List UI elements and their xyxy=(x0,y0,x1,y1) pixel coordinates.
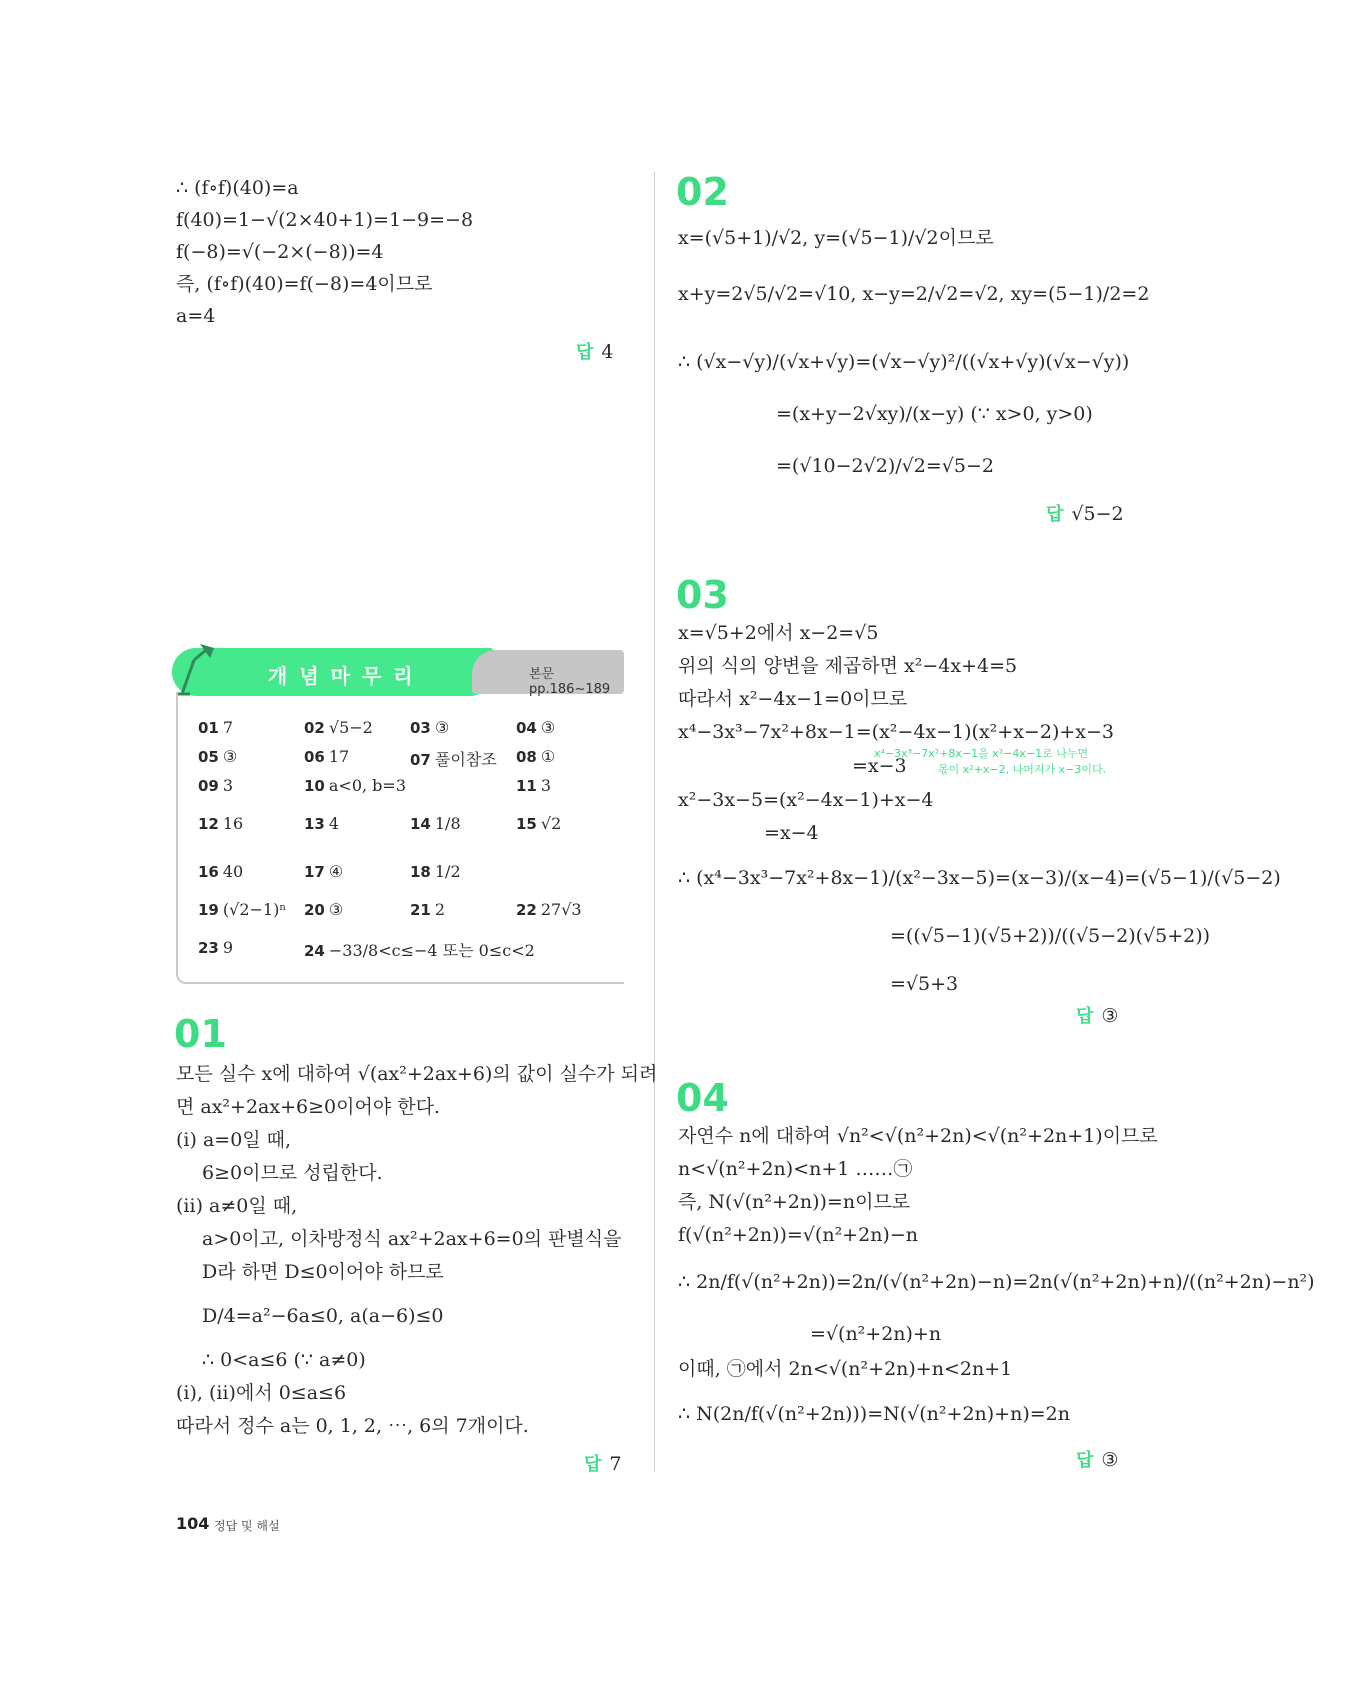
solution-line: n<√(n²+2n)<n+1 ……㉠ xyxy=(678,1158,913,1180)
solution-line: 이때, ㉠에서 2n<√(n²+2n)+n<2n+1 xyxy=(678,1358,1013,1380)
solution-line: 모든 실수 x에 대하여 √(ax²+2ax+6)의 값이 실수가 되려 xyxy=(176,1063,658,1085)
question-number: 03 xyxy=(676,573,729,617)
solution-line: x=(√5+1)/√2, y=(√5−1)/√2이므로 xyxy=(678,227,994,249)
summary-item: 10 a<0, b=3 xyxy=(304,776,406,795)
side-note: x⁴−3x³−7x²+8x−1을 x²−4x−1로 나누면 xyxy=(874,747,1089,760)
answer xyxy=(576,338,613,364)
solution-line: 즉, N(√(n²+2n))=n이므로 xyxy=(678,1191,911,1213)
solution-line: D라 하면 D≤0이어야 하므로 xyxy=(202,1261,444,1283)
answer-value: 4 xyxy=(601,341,614,363)
summary-item: 24 −33/8<c≤−4 또는 0≤c<2 xyxy=(304,941,535,960)
summary-item: 17 ④ xyxy=(304,862,344,881)
summary-item: 13 4 xyxy=(304,814,340,833)
solution-line: =((√5−1)(√5+2))/((√5−2)(√5+2)) xyxy=(890,925,1211,947)
solution-line: (ⅰ) a=0일 때, xyxy=(176,1129,292,1151)
summary-item: 08 ① xyxy=(516,747,556,766)
solution-line: 면 ax²+2ax+6≥0이어야 한다. xyxy=(176,1096,440,1118)
solution-line: 따라서 정수 a는 0, 1, 2, ⋯, 6의 7개이다. xyxy=(176,1415,529,1437)
solution-line: a>0이고, 이차방정식 ax²+2ax+6=0의 판별식을 xyxy=(202,1228,622,1250)
answer: 답 ③ xyxy=(1076,1449,1119,1471)
solution-line: f(40)=1−√(2×40+1)=1−9=−8 xyxy=(176,209,474,231)
answer: 답 ③ xyxy=(1076,1005,1119,1027)
page-number: 104 xyxy=(176,1514,210,1533)
solution-line: =√(n²+2n)+n xyxy=(810,1323,942,1345)
summary-item: 19 (√2−1)ⁿ xyxy=(198,900,287,919)
summary-item: 15 √2 xyxy=(516,814,562,833)
solution-line: x=√5+2에서 x−2=√5 xyxy=(678,622,879,644)
solution-line: x⁴−3x³−7x²+8x−1=(x²−4x−1)(x²+x−2)+x−3 xyxy=(678,721,1114,743)
question-number: 01 xyxy=(174,1012,227,1056)
solution-line: =x−3 xyxy=(852,755,907,777)
solution-line: =x−4 xyxy=(764,822,819,844)
solution-line: 따라서 x²−4x−1=0이므로 xyxy=(678,688,908,710)
answer: 답 √5−2 xyxy=(1046,503,1124,525)
solution-line: ∴ (√x−√y)/(√x+√y)=(√x−√y)²/((√x+√y)(√x−√y)) xyxy=(678,351,1130,373)
summary-item: 01 7 xyxy=(198,718,234,737)
solution-line: ∴ (f∘f)(40)=a xyxy=(176,177,299,199)
question-number: 04 xyxy=(676,1076,729,1120)
summary-item: 07 풀이참조 xyxy=(410,750,497,769)
answer: 답 7 xyxy=(584,1453,622,1475)
summary-item: 11 3 xyxy=(516,776,552,795)
solution-line: =(√10−2√2)/√2=√5−2 xyxy=(776,455,994,477)
question-number: 02 xyxy=(676,170,729,214)
summary-item: 02 √5−2 xyxy=(304,718,373,737)
summary-item: 06 17 xyxy=(304,747,350,766)
solution-line: 즉, (f∘f)(40)=f(−8)=4이므로 xyxy=(176,273,433,295)
solution-line: (ⅰ), (ⅱ)에서 0≤a≤6 xyxy=(176,1382,347,1404)
summary-item: 23 9 xyxy=(198,938,234,957)
solution-line: =√5+3 xyxy=(890,973,959,995)
summary-item: 14 1/8 xyxy=(410,814,461,833)
solution-line: =(x+y−2√xy)/(x−y) (∵ x>0, y>0) xyxy=(776,403,1093,425)
solution-line: f(√(n²+2n))=√(n²+2n)−n xyxy=(678,1224,918,1246)
column-divider xyxy=(654,172,655,1472)
summary-item: 16 40 xyxy=(198,862,244,881)
summary-item: 22 27√3 xyxy=(516,900,582,919)
summary-title: 개념마무리 xyxy=(268,664,425,688)
summary-banner xyxy=(172,648,624,696)
summary-item: 05 ③ xyxy=(198,747,238,766)
solution-line: ∴ 2n/f(√(n²+2n))=2n/(√(n²+2n)−n)=2n(√(n²+2n)+n)/((n²+2n)−n²) xyxy=(678,1271,1315,1293)
solution-line: 자연수 n에 대하여 √n²<√(n²+2n)<√(n²+2n+1)이므로 xyxy=(678,1125,1158,1147)
answer-mark: 답 xyxy=(576,342,594,363)
solution-line: 6≥0이므로 성립한다. xyxy=(202,1162,383,1184)
summary-item: 04 ③ xyxy=(516,718,556,737)
banner-ref-bg xyxy=(472,650,624,697)
summary-item: 09 3 xyxy=(198,776,234,795)
solution-line: a=4 xyxy=(176,305,216,327)
summary-item: 18 1/2 xyxy=(410,862,461,881)
solution-line: ∴ (x⁴−3x³−7x²+8x−1)/(x²−3x−5)=(x−3)/(x−4)=(√5−1)/(√5−2) xyxy=(678,867,1281,889)
solution-line: (ⅱ) a≠0일 때, xyxy=(176,1195,298,1217)
solution-line: f(−8)=√(−2×(−8))=4 xyxy=(176,241,384,263)
summary-item: 12 16 xyxy=(198,814,244,833)
summary-item: 03 ③ xyxy=(410,718,450,737)
page-section-label: 정답 및 해설 xyxy=(214,1519,280,1533)
solution-line: 위의 식의 양변을 제곱하면 x²−4x+4=5 xyxy=(678,655,1018,677)
solution-line: ∴ N(2n/f(√(n²+2n)))=N(√(n²+2n)+n)=2n xyxy=(678,1403,1070,1425)
summary-item: 21 2 xyxy=(410,900,446,919)
side-note: 몫이 x²+x−2, 나머지가 x−3이다. xyxy=(938,763,1107,776)
summary-item: 20 ③ xyxy=(304,900,344,919)
solution-line: x²−3x−5=(x²−4x−1)+x−4 xyxy=(678,789,934,811)
solution-line: x+y=2√5/√2=√10, x−y=2/√2=√2, xy=(5−1)/2=2 xyxy=(678,283,1150,305)
lamp-icon xyxy=(176,642,216,698)
summary-reference: 본문 pp.186~189 xyxy=(529,667,611,697)
solution-line: D/4=a²−6a≤0, a(a−6)≤0 xyxy=(202,1305,444,1327)
solution-line: ∴ 0<a≤6 (∵ a≠0) xyxy=(202,1349,366,1371)
